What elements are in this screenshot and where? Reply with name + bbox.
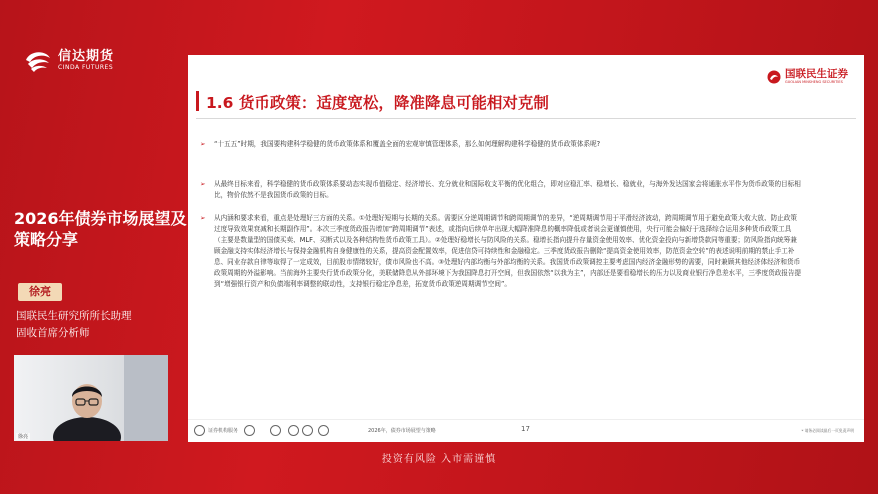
speaker-person xyxy=(52,377,122,441)
event-title: 2026年债券市场展望及策略分享 xyxy=(14,209,187,249)
paragraph-2 xyxy=(202,179,802,201)
brand-en: GUOLIAN MINSHENG SECURITIES xyxy=(785,79,843,84)
paragraph-text: 从最终目标来看，科学稳健的货币政策体系要动态实现币值稳定、经济增长、充分就业和国际收支平衡的优化组合，即对应稳汇率、稳增长、稳就业，与海外发达国家会将通胀水平作为货币政策的目标相比，物价依然不是我国货币政策的目标。 xyxy=(214,180,801,199)
like-icon[interactable] xyxy=(302,425,313,436)
title-accent-bar xyxy=(196,91,199,111)
logo-cn: 信达期货 xyxy=(58,48,115,64)
toolbar-center-text: 2026年，债券市场展望与策略 xyxy=(368,428,436,434)
page-number: 17 xyxy=(521,425,530,433)
risk-ticker: 投资有风险 入市需谨慎 xyxy=(381,454,497,465)
pen-icon[interactable] xyxy=(244,425,255,436)
guolian-logo-icon xyxy=(767,70,781,84)
share-icon[interactable] xyxy=(270,425,281,436)
bullet-icon: ➢ xyxy=(200,180,206,188)
settings-icon[interactable] xyxy=(318,425,329,436)
speaker-role-line1: 国联民生研究所所长助理 xyxy=(16,310,132,322)
logo-en: CINDA FUTURES xyxy=(58,63,114,71)
paragraph-text: 从内涵和要求来看，重点是处理好三方面的关系。①处理好短期与长期的关系。需要区分逆周期调节和跨周期调节的差异，“逆周期调节用于平滑经济波动，跨周期调节用于避免政策大收大放、防止政策过度导致效果衰减和长期副作用”。本次三季度货政报告增加“跨周期调节”表述，或指向后续单年出现大幅降准降息的概率降低或者说会更谨慎使用，央行可能会偏好于选择综合运用多种货币政策工具（主要是数量型的国债买卖、MLF、买断式以及各种结构性货币政策工具）。②处理好稳增长与防风险的关系。稳增长指向提升存量资金使用效率、优化资金投向与新增贷款同等重要；防风险指向统筹兼顾金融支持实体经济增长与保持金融机构自身健康性的关系，提高资金配置效率，促进信贷可持续性和金融稳定。三季度货政报告删除“提高资金使用效率，防范资金空转”的表述说明前期的禁止手工补息、同业存款自律等取得了一定成效，目前股市情绪较好，债市风险也不高。③处理好内部均衡与外部均衡的关系。我国货币政策调控主要考虑国内经济金融形势的需要，同时兼顾其他经济体经济和货币政策周期的外溢影响。当前海外主要央行货币政策分化，美联储降息从外部环境下为我国降息打开空间，但我国依然“以我为主”，内部还是要看稳增长的压力以及商业银行净息差水平，三季度货政报告提到“增强银行资产和负债端利率调整的联动性，支持银行稳定净息差，拓宽货币政策逆周期调节空间”。 xyxy=(214,214,802,288)
fullscreen-icon[interactable] xyxy=(194,425,205,436)
service-button[interactable]: 证券机构服务 xyxy=(208,428,239,434)
speaker-role xyxy=(16,308,186,342)
title-divider xyxy=(196,118,856,119)
speaker-video xyxy=(14,355,168,441)
cinda-logo xyxy=(24,46,114,74)
speaker-role-line2: 固收首席分析师 xyxy=(16,327,90,339)
guolian-brand xyxy=(767,69,848,84)
slide xyxy=(188,55,864,441)
slide-title: 1.6 货币政策：适度宽松，降准降息可能相对克制 xyxy=(206,94,549,112)
disclaimer-text: * 请务必阅读最后一页免责声明 xyxy=(801,428,854,433)
video-door xyxy=(124,355,168,441)
chat-icon[interactable] xyxy=(288,425,299,436)
speaker-name: 徐亮 xyxy=(18,283,62,301)
cinda-logo-icon xyxy=(24,46,52,74)
paragraph-text: “十五五”时期，我国要构建科学稳健的货币政策体系和覆盖全面的宏观审慎管理体系，那么如何理解构建科学稳健的货币政策体系呢? xyxy=(214,140,601,148)
paragraph-1 xyxy=(202,139,802,150)
video-name-label: 徐亮 xyxy=(18,434,29,440)
bullet-icon: ➢ xyxy=(200,140,206,148)
brand-cn: 国联民生证券 xyxy=(785,68,848,80)
bullet-icon: ➢ xyxy=(200,214,206,222)
paragraph-3 xyxy=(202,213,802,290)
presentation-toolbar xyxy=(188,419,864,442)
